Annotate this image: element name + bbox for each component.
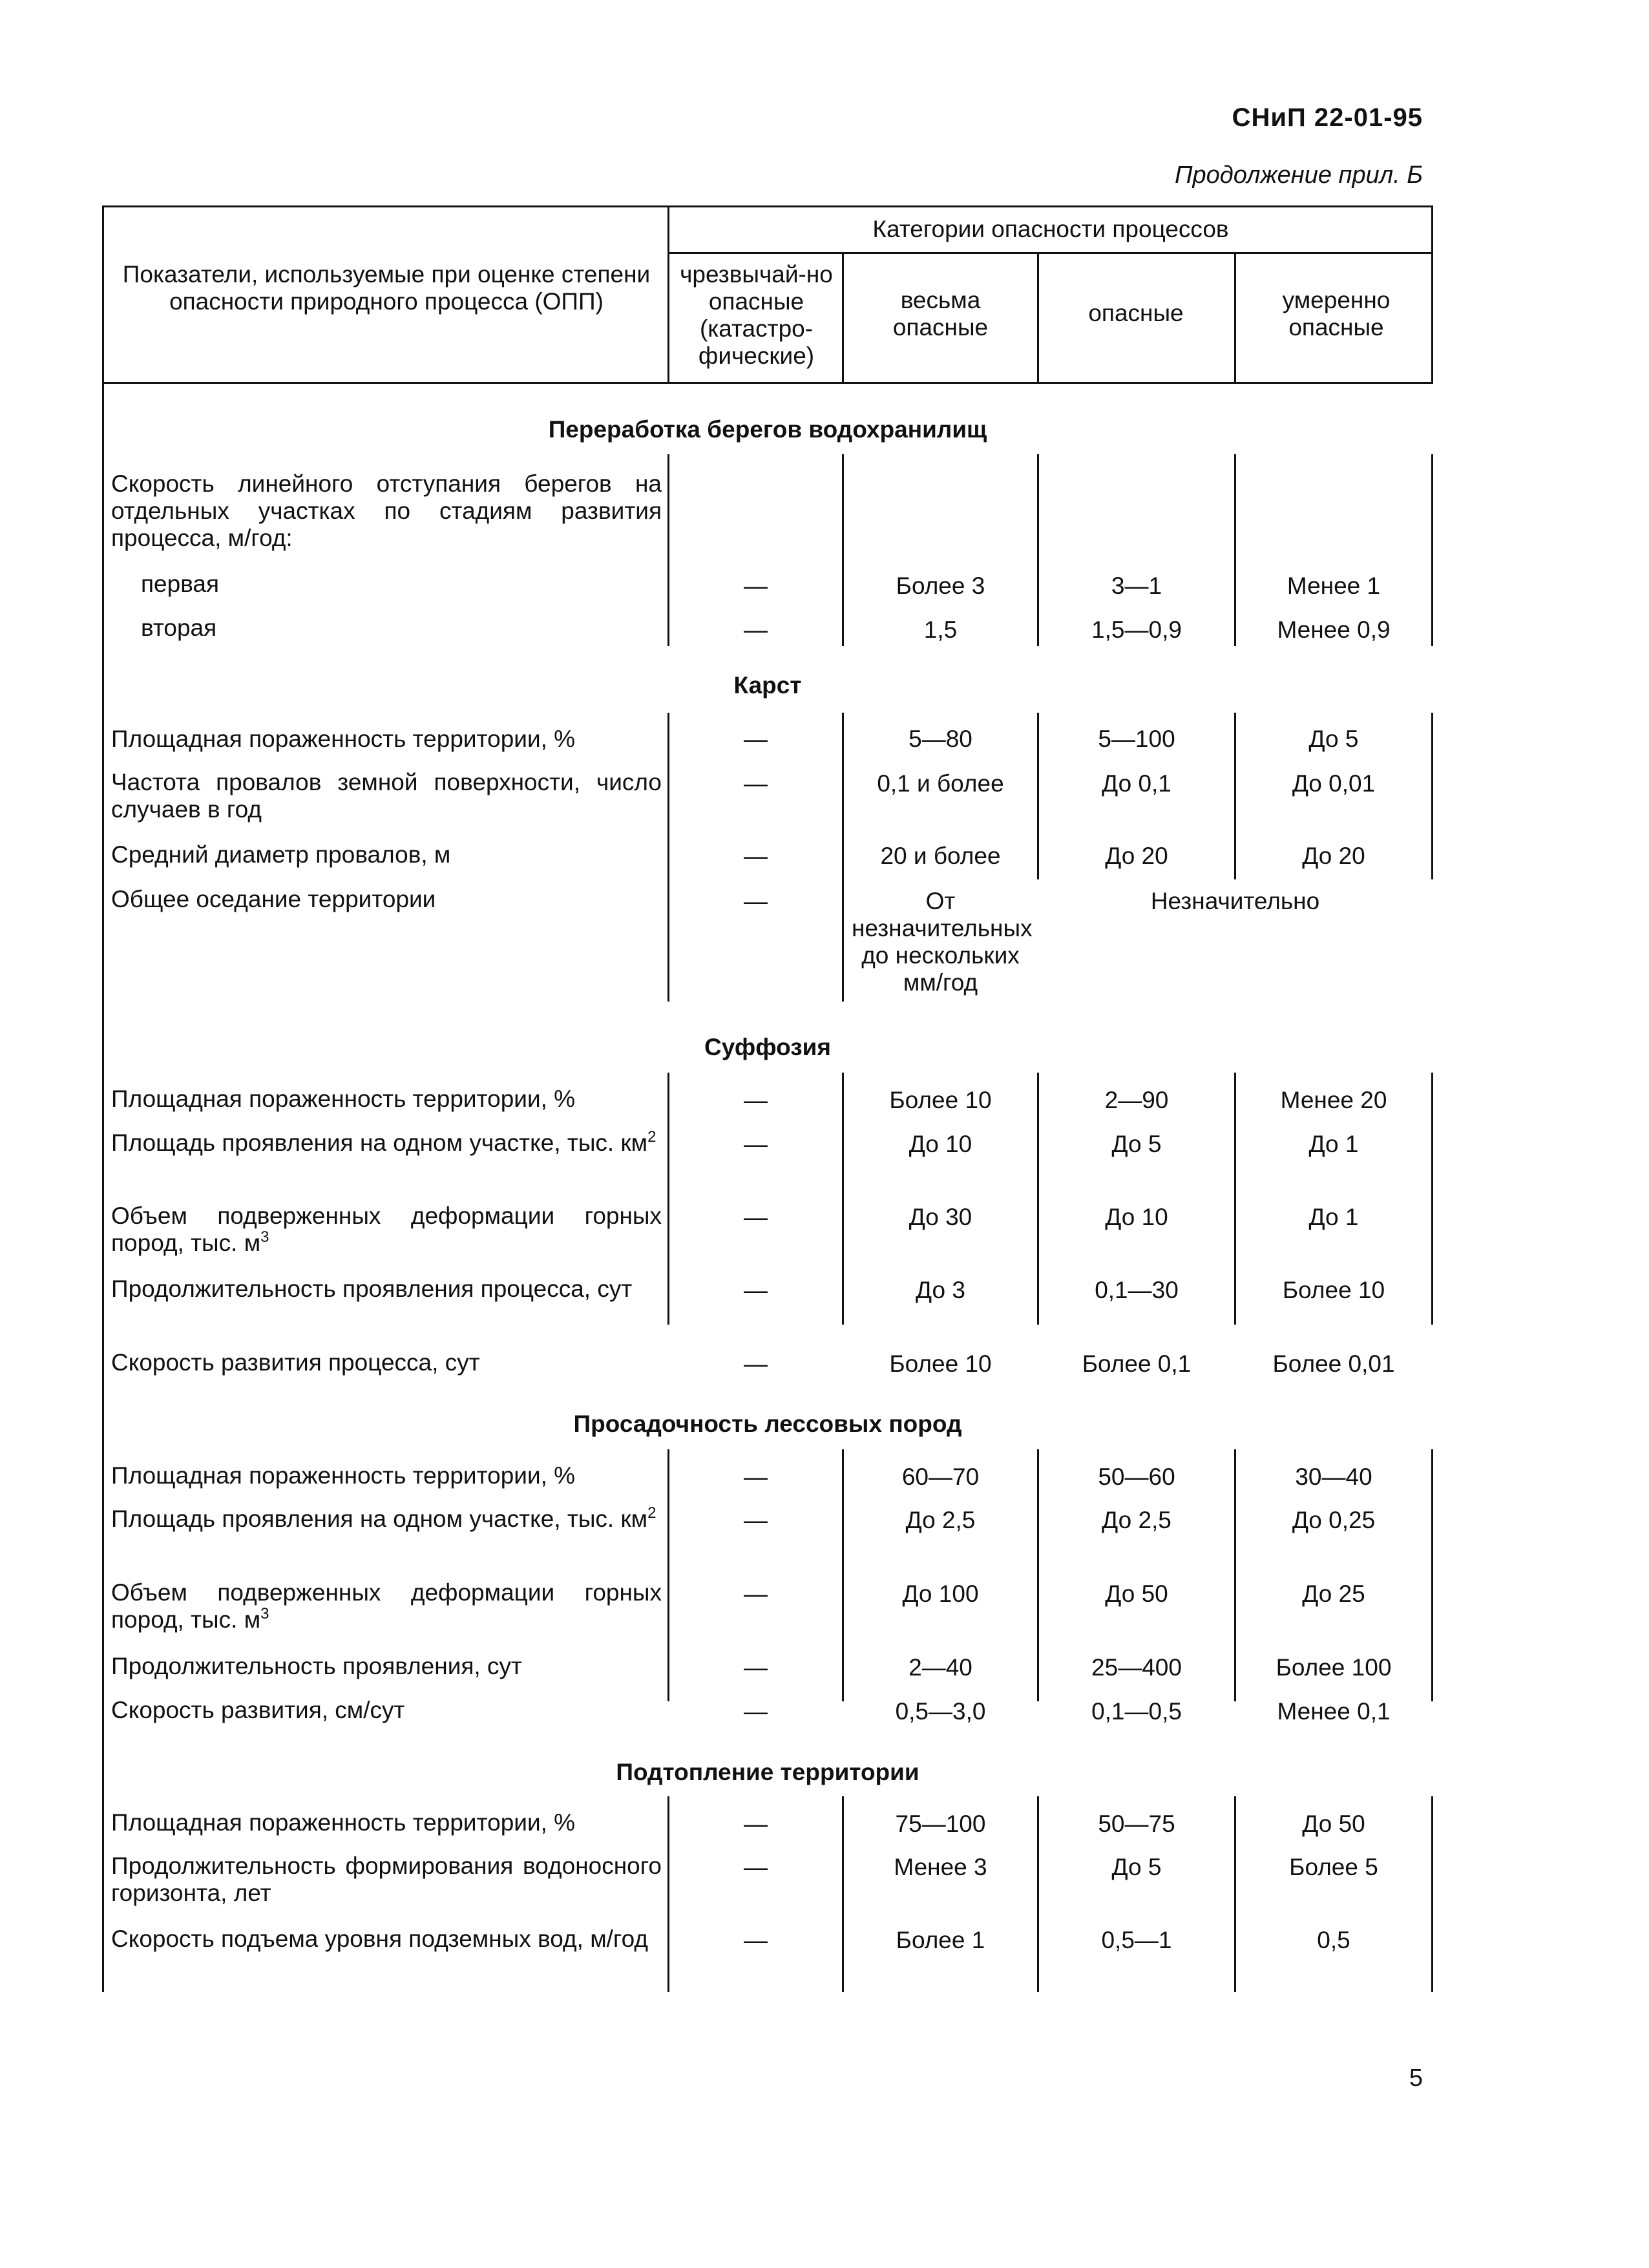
value-cell: Менее 3 bbox=[894, 1854, 987, 1880]
param-cell: Площадь проявления на одном участке, тыс. $км^2$ bbox=[111, 1504, 656, 1532]
param-cell: Площадная пораженность территории, % bbox=[111, 1809, 576, 1836]
value-cell: До 3 bbox=[916, 1277, 965, 1303]
col-divider-5 bbox=[1431, 454, 1433, 646]
value-cell: До 1 bbox=[1308, 1204, 1359, 1230]
section-title: Суффозия bbox=[704, 1034, 831, 1060]
param-cell: Площадная пораженность территории, % bbox=[111, 1462, 576, 1489]
param-cell: Скорость линейного отступания берегов на отдельных участках по стадиям развития процесса, м/год: bbox=[111, 470, 662, 551]
hazard-category-table bbox=[102, 205, 1433, 1992]
col-divider-5 bbox=[1431, 1796, 1433, 1992]
value-cell: Более 0,01 bbox=[1272, 1350, 1395, 1377]
header-col-divider-4 bbox=[1234, 252, 1236, 383]
value-cell: До 100 bbox=[902, 1580, 979, 1607]
param-cell: Скорость подъема уровня подземных вод, м/год bbox=[111, 1926, 648, 1952]
value-cell: До 0,01 bbox=[1292, 770, 1376, 797]
value-cell: Менее 20 bbox=[1280, 1087, 1387, 1113]
value-cell: 60—70 bbox=[901, 1464, 980, 1490]
value-cell: 0,5 bbox=[1317, 1927, 1350, 1953]
value-cell: — bbox=[744, 770, 768, 797]
value-cell: — bbox=[744, 1698, 768, 1725]
document-subtitle: Продолжение прил. Б bbox=[1174, 162, 1423, 189]
value-cell: 1,5—0,9 bbox=[1091, 616, 1182, 643]
value-cell: Менее 1 bbox=[1287, 572, 1381, 599]
param-cell: Площадная пораженность территории, % bbox=[111, 726, 576, 752]
value-cell: 0,5—1 bbox=[1101, 1927, 1172, 1953]
param-cell: Частота провалов земной поверхности, число случаев в год bbox=[111, 769, 662, 823]
col-divider-5 bbox=[1431, 713, 1433, 879]
value-cell: Более 5 bbox=[1289, 1854, 1378, 1880]
value-cell: — bbox=[744, 1464, 768, 1490]
value-cell: До 30 bbox=[909, 1204, 972, 1230]
value-cell: — bbox=[744, 1350, 768, 1377]
param-cell: первая bbox=[141, 571, 220, 597]
value-cell: 5—80 bbox=[909, 726, 972, 752]
param-cell: Объем подверженных деформации горных пород, тыс. $м^3$ bbox=[111, 1202, 662, 1256]
value-cell: До 50 bbox=[1302, 1811, 1365, 1837]
section-title: Карст bbox=[733, 672, 802, 698]
value-cell: До 25 bbox=[1302, 1580, 1365, 1607]
param-cell: Скорость развития процесса, сут bbox=[111, 1349, 480, 1376]
param-cell: Продолжительность проявления, сут bbox=[111, 1653, 522, 1679]
value-cell: 5—100 bbox=[1098, 726, 1175, 752]
value-cell: 50—75 bbox=[1098, 1811, 1175, 1837]
value-cell: Более 10 bbox=[1282, 1277, 1385, 1303]
param-cell: Общее оседание территории bbox=[111, 886, 436, 912]
param-cell: Продолжительность проявления процесса, сут bbox=[111, 1276, 633, 1302]
value-cell: Более 0,1 bbox=[1082, 1350, 1192, 1377]
value-cell: 30—40 bbox=[1295, 1464, 1372, 1490]
value-cell: 2—90 bbox=[1104, 1087, 1169, 1113]
value-cell: До 1 bbox=[1308, 1131, 1359, 1157]
value-cell: — bbox=[744, 616, 768, 643]
value-cell: — bbox=[744, 726, 768, 752]
document-code: СНиП 22-01-95 bbox=[1232, 103, 1423, 132]
value-cell: 20 и более bbox=[880, 843, 1001, 869]
value-cell: Более 100 bbox=[1276, 1654, 1392, 1681]
value-cell: 3—1 bbox=[1111, 572, 1162, 599]
value-cell: — bbox=[744, 1507, 768, 1533]
col-header-extreme: чрезвычай-но опасные (катастро-фические) bbox=[680, 261, 833, 369]
section-title: Подтопление территории bbox=[616, 1759, 919, 1785]
param-cell: Средний диаметр провалов, м bbox=[111, 841, 451, 868]
value-cell: До 0,1 bbox=[1102, 770, 1171, 797]
param-cell: Объем подверженных деформации горных пород, тыс. $м^3$ bbox=[111, 1579, 662, 1633]
value-cell: 0,1—0,5 bbox=[1091, 1698, 1182, 1725]
value-cell: До 0,25 bbox=[1292, 1507, 1376, 1533]
header-bottom-border bbox=[102, 382, 1433, 384]
value-cell: 1,5 bbox=[923, 616, 958, 643]
section-title: Просадочность лессовых пород bbox=[573, 1411, 962, 1437]
value-cell: До 20 bbox=[1105, 843, 1168, 869]
param-cell: Продолжительность формирования водоносного горизонта, лет bbox=[111, 1853, 662, 1906]
col-header-moderate: умеренно опасные bbox=[1282, 287, 1391, 341]
value-cell: — bbox=[744, 843, 768, 869]
param-cell: Скорость развития, см/сут bbox=[111, 1697, 405, 1723]
value-cell: Более 10 bbox=[889, 1350, 992, 1377]
value-cell: — bbox=[744, 1654, 768, 1681]
table-left-border bbox=[102, 205, 104, 1992]
value-cell: 0,5—3,0 bbox=[895, 1698, 986, 1725]
value-cell: Более 10 bbox=[889, 1087, 992, 1113]
value-cell: До 50 bbox=[1105, 1580, 1168, 1607]
param-cell: вторая bbox=[141, 614, 217, 641]
value-cell: До 5 bbox=[1111, 1854, 1162, 1880]
value-cell: — bbox=[744, 572, 768, 599]
value-cell: От незначительных до нескольких мм/год bbox=[852, 888, 1033, 996]
categories-divider bbox=[667, 252, 1433, 254]
value-cell: — bbox=[744, 1811, 768, 1837]
value-cell: До 2,5 bbox=[905, 1507, 976, 1533]
value-cell: До 10 bbox=[1105, 1204, 1168, 1230]
value-cell: — bbox=[744, 888, 768, 914]
value-cell: До 2,5 bbox=[1102, 1507, 1171, 1533]
value-cell: — bbox=[744, 1927, 768, 1953]
value-cell: 25—400 bbox=[1091, 1654, 1182, 1681]
value-cell: 2—40 bbox=[909, 1654, 972, 1681]
value-cell: Незначительно bbox=[1150, 888, 1320, 914]
value-cell: 50—60 bbox=[1098, 1464, 1175, 1490]
value-cell: До 10 bbox=[909, 1131, 972, 1157]
value-cell: — bbox=[744, 1204, 768, 1230]
value-cell: — bbox=[744, 1277, 768, 1303]
col-header-dangerous: опасные bbox=[1088, 300, 1184, 326]
value-cell: 0,1—30 bbox=[1095, 1277, 1179, 1303]
page-number: 5 bbox=[1409, 2064, 1423, 2092]
categories-header: Категории опасности процессов bbox=[872, 216, 1229, 242]
value-cell: До 5 bbox=[1308, 726, 1359, 752]
value-cell: До 5 bbox=[1111, 1131, 1162, 1157]
value-cell: 75—100 bbox=[895, 1811, 986, 1837]
col-header-very-dangerous: весьма опасные bbox=[892, 287, 989, 341]
param-column-header: Показатели, используемые при оценке степени опасности природного процесса (ОПП) bbox=[122, 261, 651, 315]
value-cell: — bbox=[744, 1854, 768, 1880]
col-divider-5 bbox=[1431, 1449, 1433, 1701]
value-cell: До 20 bbox=[1302, 843, 1365, 869]
header-col-divider-2 bbox=[842, 252, 844, 383]
value-cell: Более 1 bbox=[896, 1927, 985, 1953]
value-cell: — bbox=[744, 1131, 768, 1157]
value-cell: Менее 0,1 bbox=[1277, 1698, 1391, 1725]
table-top-border bbox=[102, 205, 1433, 207]
section-title: Переработка берегов водохранилищ bbox=[548, 416, 987, 443]
value-cell: 0,1 и более bbox=[877, 770, 1004, 797]
value-cell: Менее 0,9 bbox=[1277, 616, 1391, 643]
value-cell: — bbox=[744, 1087, 768, 1113]
param-cell: Площадная пораженность территории, % bbox=[111, 1086, 576, 1112]
param-cell: Площадь проявления на одном участке, тыс. $км^2$ bbox=[111, 1128, 656, 1156]
value-cell: Более 3 bbox=[896, 572, 985, 599]
col-divider-5 bbox=[1431, 1073, 1433, 1325]
value-cell: — bbox=[744, 1580, 768, 1607]
